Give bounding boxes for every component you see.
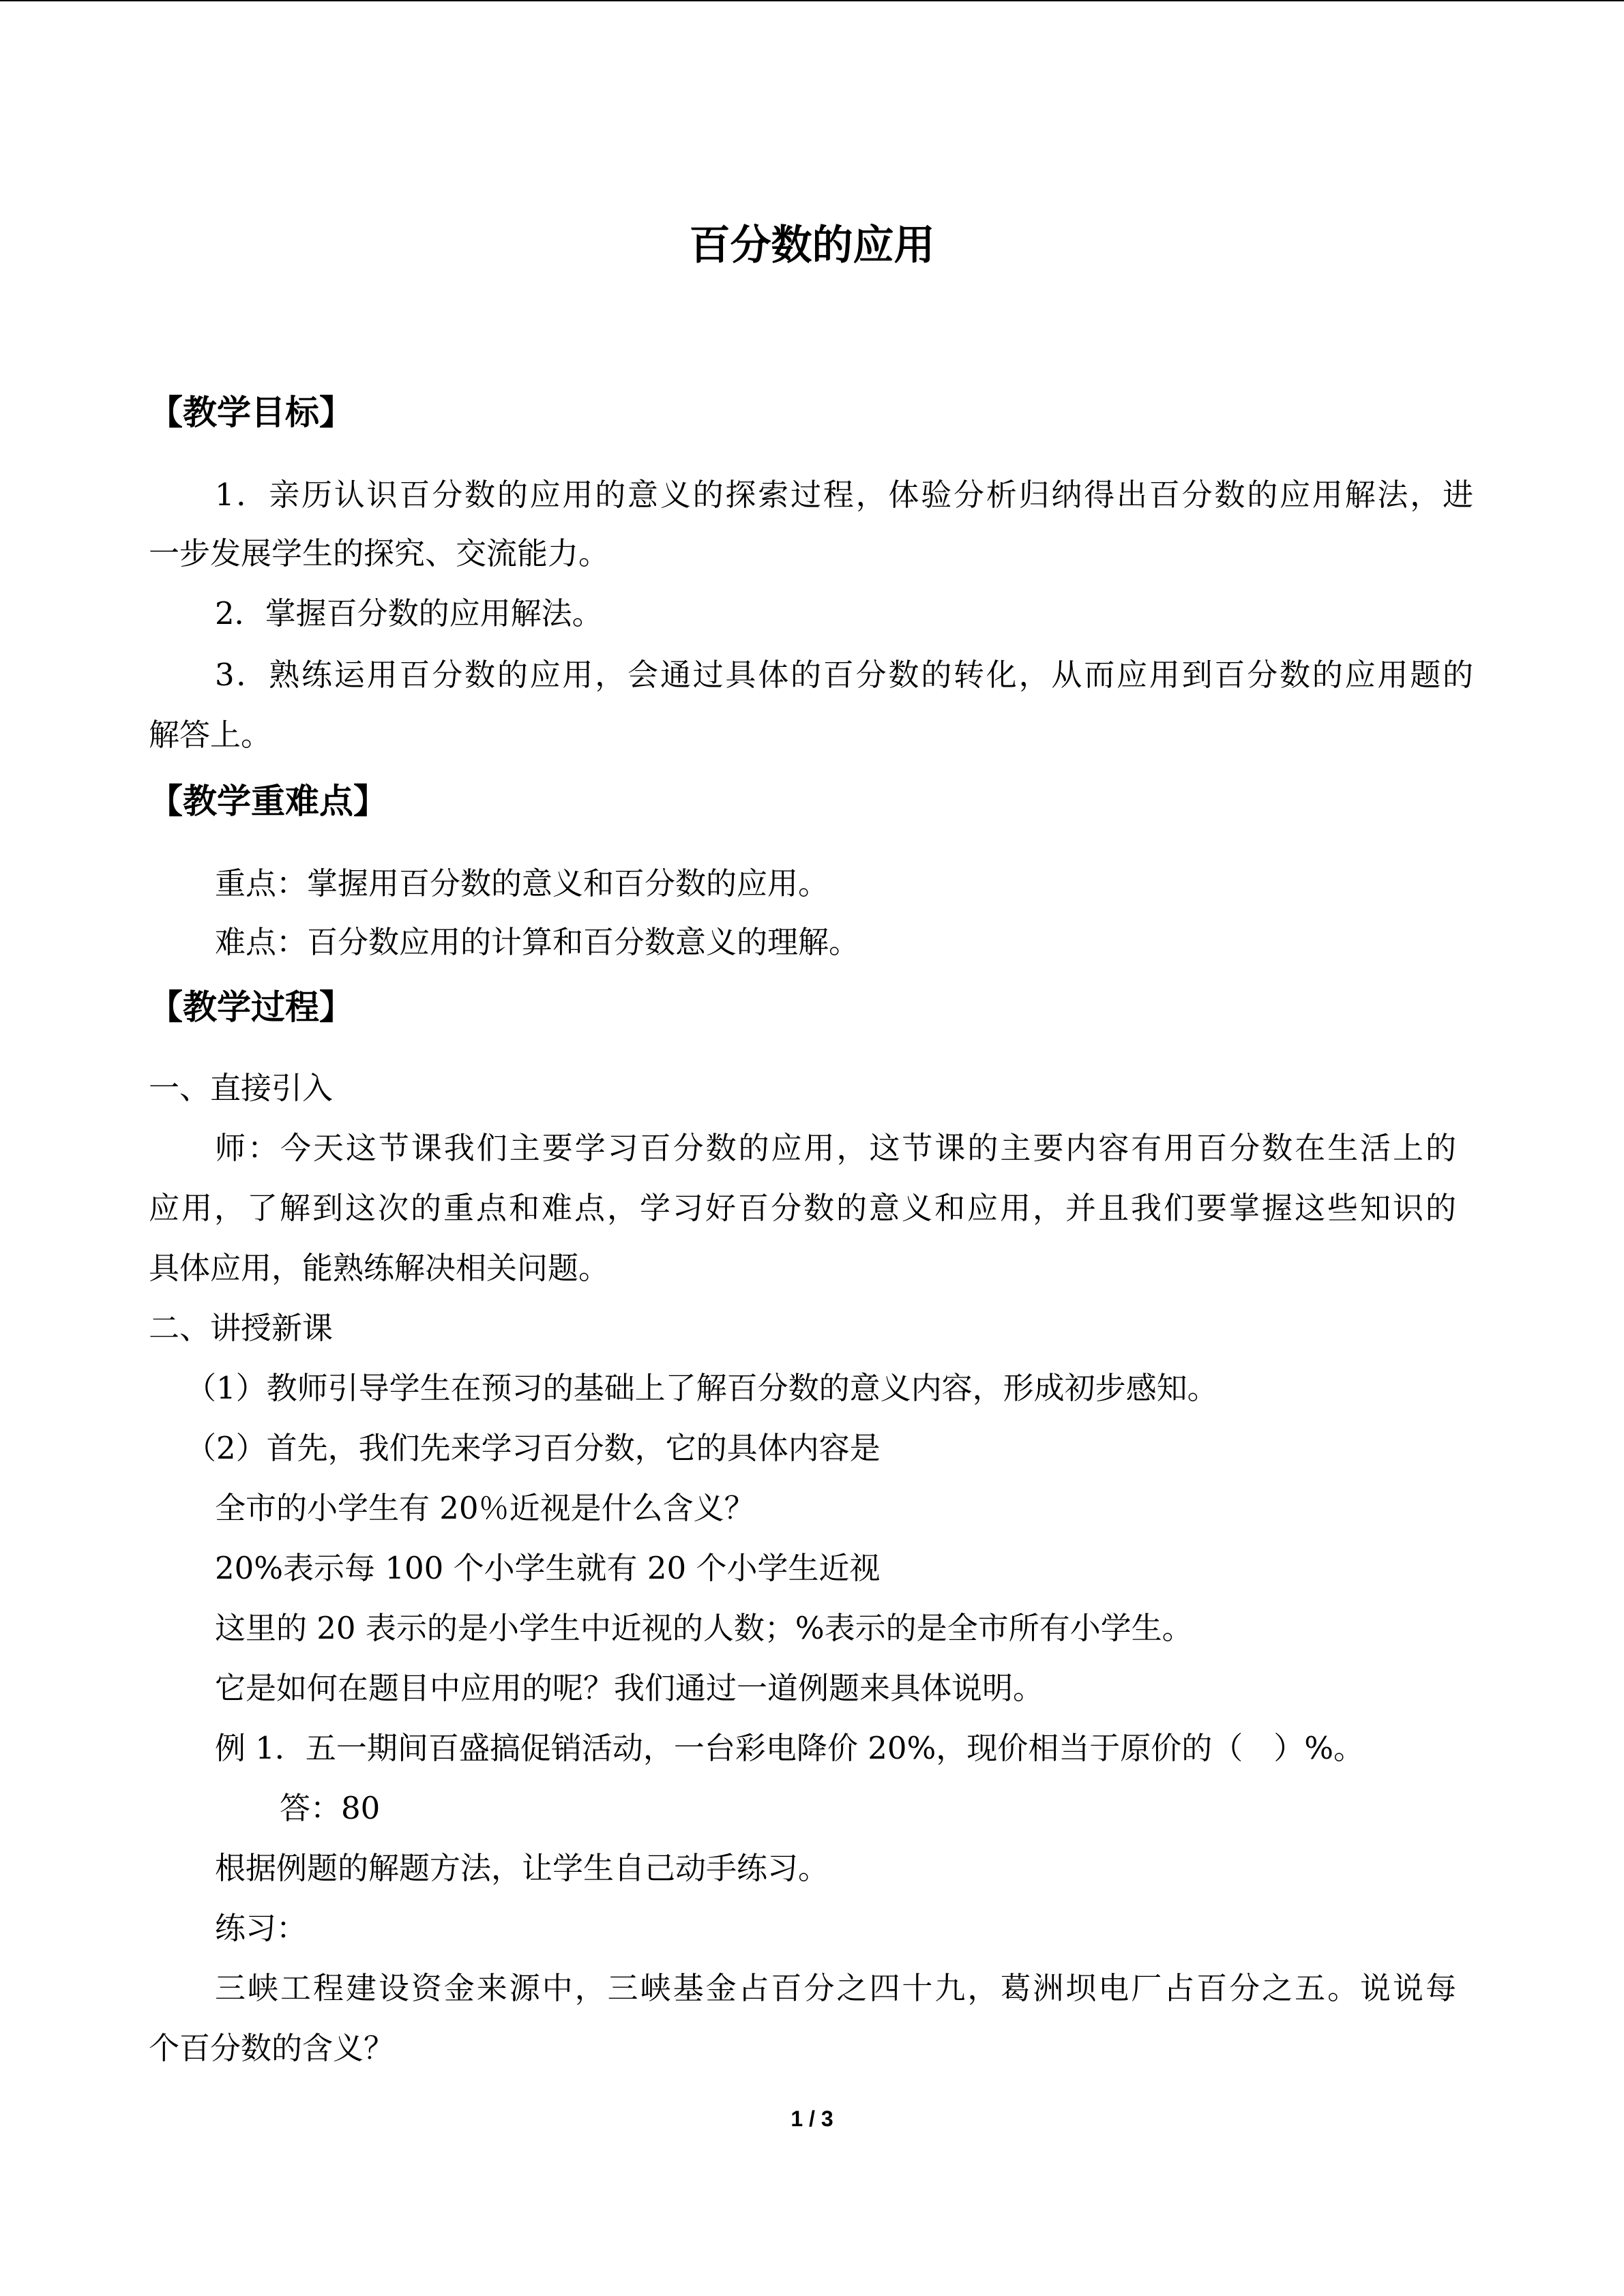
process-line-17: 个百分数的含义？ <box>149 2030 395 2066</box>
process-line-15: 练习： <box>215 1910 308 1946</box>
process-line-2: 师：今天这节课我们主要学习百分数的应用，这节课的主要内容有用百分数在生活上的 <box>215 1130 1456 1166</box>
goal-line-2: 一步发展学生的探究、交流能力。 <box>149 535 610 571</box>
process-line-3: 应用，了解到这次的重点和难点，学习好百分数的意义和应用，并且我们要掌握这些知识的 <box>149 1190 1456 1226</box>
process-line-16: 三峡工程建设资金来源中，三峡基金占百分之四十九，葛洲坝电厂占百分之五。说说每 <box>215 1970 1456 2006</box>
process-line-8: 全市的小学生有 20％近视是什么含义？ <box>215 1490 755 1526</box>
process-line-7: （2）首先，我们先来学习百分数，它的具体内容是 <box>186 1430 881 1466</box>
process-line-1: 一、直接引入 <box>149 1070 334 1106</box>
goal-line-1: 1．亲历认识百分数的应用的意义的探索过程，体验分析归纳得出百分数的应用解法，进 <box>215 477 1473 513</box>
page-number: 1 / 3 <box>791 2106 833 2131</box>
page-title: 百分数的应用 <box>689 222 935 269</box>
goal-line-5: 解答上。 <box>149 717 272 753</box>
section-heading-process: 【教学过程】 <box>149 987 353 1027</box>
key-point-line-1: 重点：掌握用百分数的意义和百分数的应用。 <box>215 865 829 901</box>
section-heading-key-points: 【教学重难点】 <box>149 781 387 821</box>
section-heading-goals: 【教学目标】 <box>149 393 353 432</box>
process-line-12: 例 1．五一期间百盛搞促销活动，一台彩电降价 20%，现价相当于原价的（ ）%。 <box>215 1730 1365 1766</box>
goal-line-4: 3．熟练运用百分数的应用，会通过具体的百分数的转化，从而应用到百分数的应用题的 <box>215 657 1473 693</box>
goal-line-3: 2．掌握百分数的应用解法。 <box>215 595 603 631</box>
process-line-6: （1）教师引导学生在预习的基础上了解百分数的意义内容，形成初步感知。 <box>186 1370 1218 1406</box>
process-line-10: 这里的 20 表示的是小学生中近视的人数；%表示的是全市所有小学生。 <box>215 1610 1193 1646</box>
process-line-13: 答：80 <box>280 1790 381 1826</box>
process-line-14: 根据例题的解题方法，让学生自己动手练习。 <box>215 1850 829 1886</box>
process-line-9: 20%表示每 100 个小学生就有 20 个小学生近视 <box>215 1550 881 1586</box>
process-line-5: 二、讲授新课 <box>149 1310 334 1346</box>
process-line-11: 它是如何在题目中应用的呢？我们通过一道例题来具体说明。 <box>215 1670 1044 1706</box>
key-point-line-2: 难点：百分数应用的计算和百分数意义的理解。 <box>215 924 860 960</box>
process-line-4: 具体应用，能熟练解决相关问题。 <box>149 1250 610 1286</box>
